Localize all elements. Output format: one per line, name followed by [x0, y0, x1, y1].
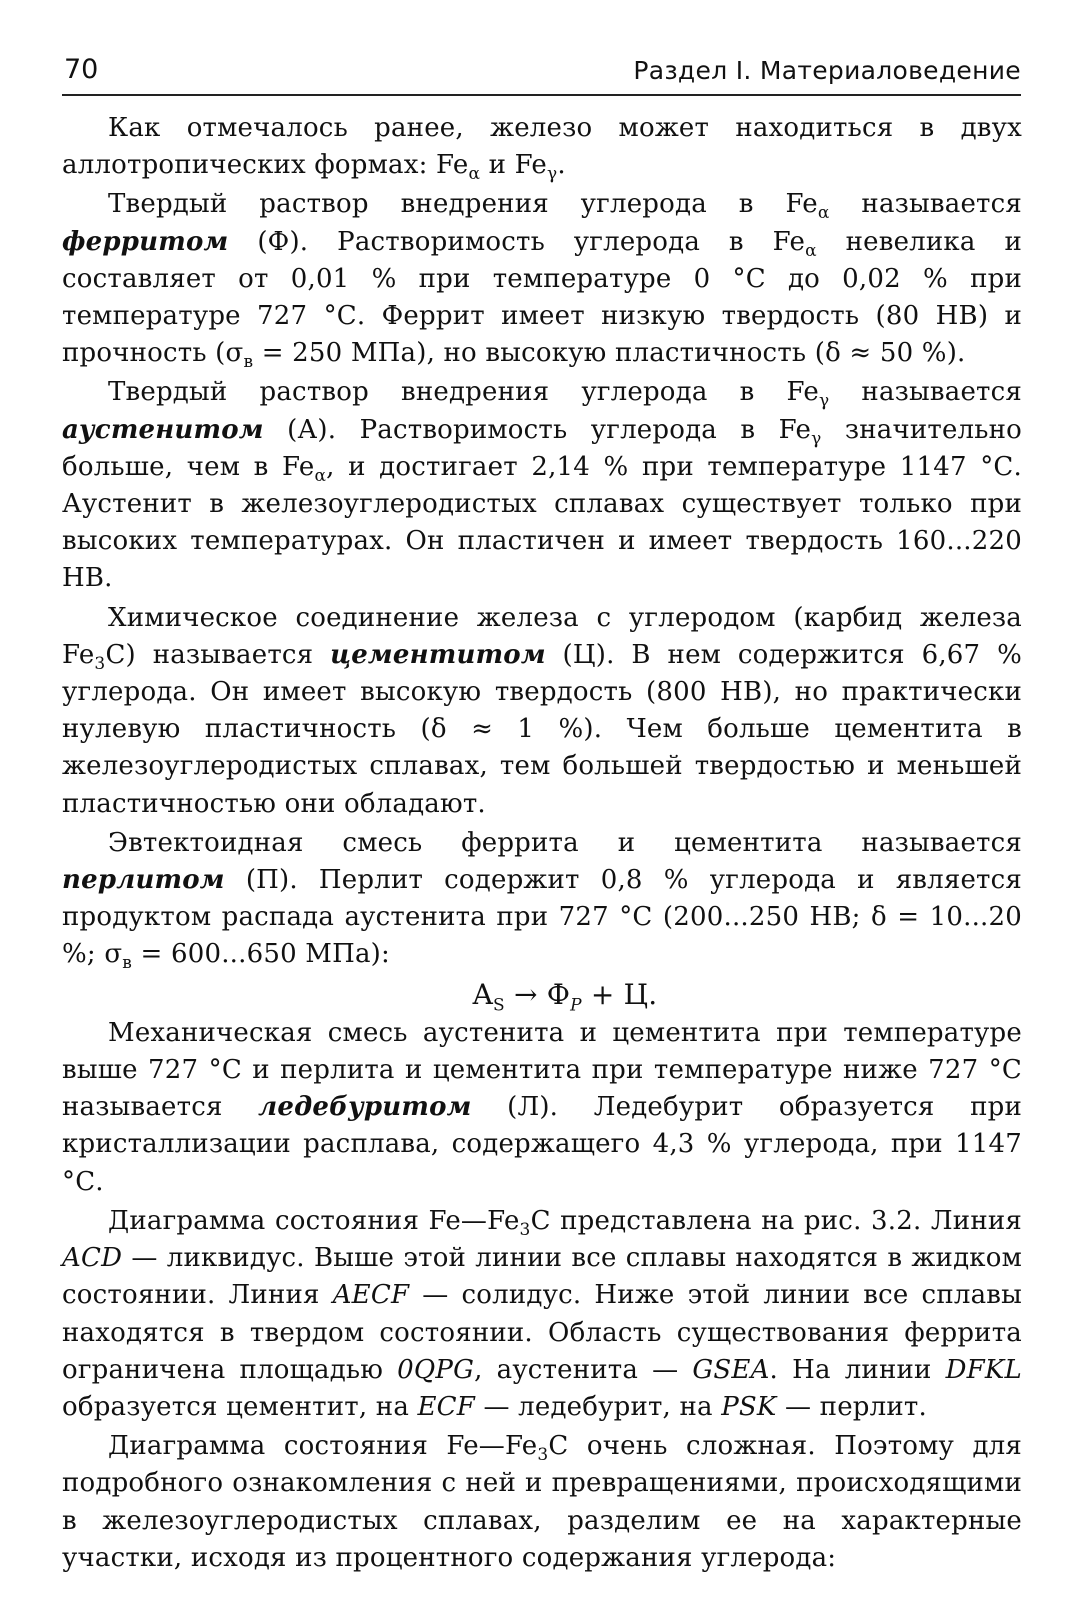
page-body — [62, 110, 1022, 1579]
running-title: Раздел I. Материаловедение — [633, 56, 1021, 85]
term-pearlite: перлитом — [62, 865, 225, 896]
paragraph-austenite: Твердый раствор внедрения углерода в $Fe_\gamma$ называется аустенитом (А). Растворимость углерода в $Fe_\gamma$ значительно больше, чем в $Fe_\alpha$, и достигает 2,14 % при температуре 1147 °С. Аустенит в железоуглеродистых сплавах существует только при высоких температурах. Он пластичен и имеет твердость 160...220 НВ. — [62, 377, 1022, 594]
paragraph-ferrite: Твердый раствор внедрения углерода в $Fe_\alpha$ называется ферритом (Ф). Растворимость углерода в $Fe_\alpha$ невелика и составляет от 0,01 % при температуре 0 °С до 0,02 % при температуре 727 °С. Феррит имеет низкую твердость (80 НВ) и прочность ($\sigma_в = 250$ МПа), но высокую пластичность (δ ≈ 50 %). — [62, 189, 1022, 373]
term-austenite: аустенитом — [62, 414, 264, 445]
page-header — [62, 48, 1021, 96]
paragraph-diagram-lines: Диаграмма состояния $Fe—Fe_3С$ представлена на рис. 3.2. Линия ACD — ликвидус. Выше этой линии все сплавы находятся в жидком состоянии. Линия AECF — солидус. Ниже этой линии все сплавы находятся в твердом состоянии. Область существования феррита ограничена площадью 0QPG, аустенита — GSEA. На линии DFKL образуется цементит, на ECF — ледебурит, на PSK — перлит. — [62, 1205, 1022, 1422]
term-cementite: цементитом — [330, 639, 546, 670]
paragraph-cementite: Химическое соединение железа с углеродом (карбид железа $Fe_3С$) называется цементитом (Ц). В нем содержится 6,67 % углерода. Он имеет высокую твердость (800 НВ), но практически нулевую пластичность (δ ≈ 1 %). Чем больше цементита в железоуглеродистых сплавах, тем большей твердостью и меньшей пластичностью они обладают. — [62, 602, 1022, 819]
term-ferrite: ферритом — [62, 226, 229, 257]
paragraph-ledeburite: Механическая смесь аустенита и цементита при температуре выше 727 °С и перлита и цементита при температуре ниже 727 °С называется ледебуритом (Л). Ледебурит образуется при кристаллизации расплава, содержащего 4,3 % углерода, при 1147 °С. — [62, 1017, 1023, 1197]
paragraph-allotropic-forms: Как отмечалось ранее, железо может находиться в двух аллотропических формах: $Fe_\alpha$ и $Fe_\gamma$. — [62, 113, 1022, 185]
formula-eutectoid: $A_S \to Ф_P + Ц$. — [472, 977, 658, 1016]
page-number: 70 — [64, 54, 99, 85]
paragraph-diagram-sections: Диаграмма состояния $Fe—Fe_3С$ очень сложная. Поэтому для подробного ознакомления с ней и превращениями, происходящими в железоуглеродистых сплавах, разделим ее на характерные участки, исходя из процентного содержания углерода: — [62, 1431, 1022, 1573]
term-ledeburite: ледебуритом — [258, 1092, 472, 1123]
paragraph-pearlite: Эвтектоидная смесь феррита и цементита называется перлитом (П). Перлит содержит 0,8 % углерода и является продуктом распада аустенита при 727 °С (200...250 НВ; δ = 10...20 %; $\sigma_в = 600...650$ МПа): — [62, 827, 1022, 974]
